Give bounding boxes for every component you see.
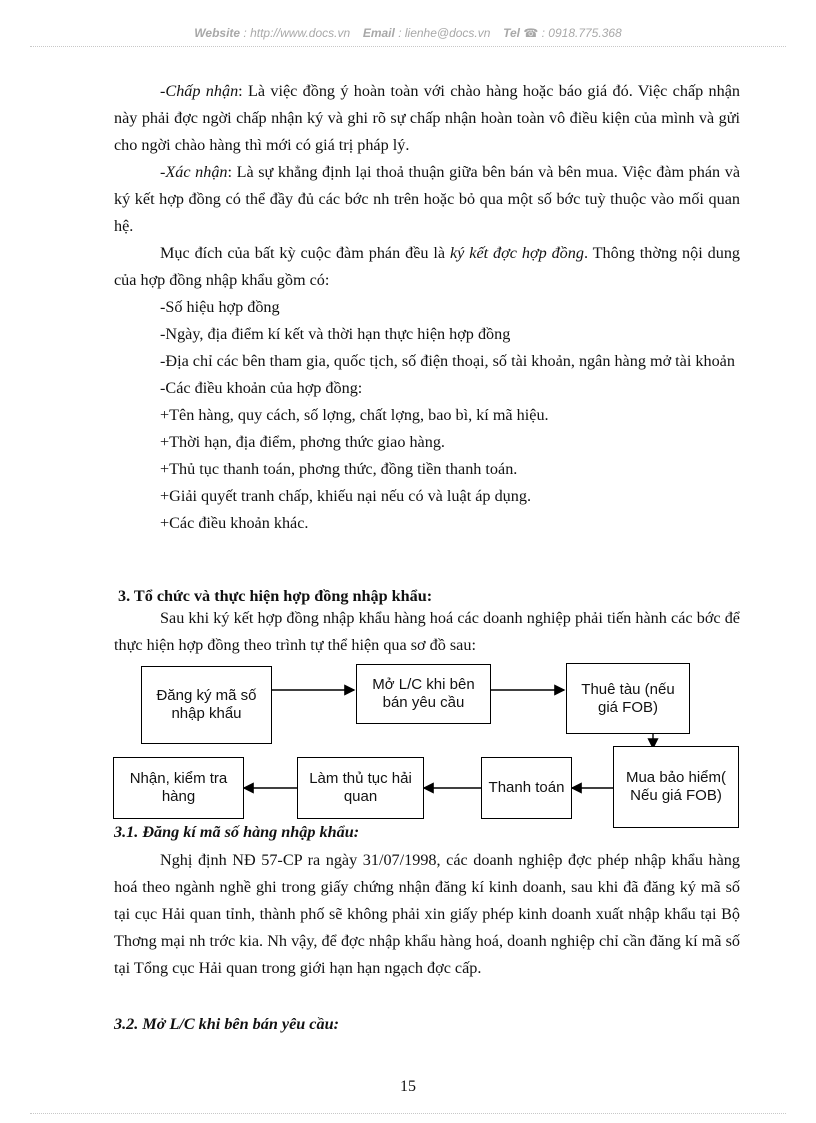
flow-box-receive-goods: Nhận, kiểm tra hàng: [113, 757, 244, 819]
confirmation-text: : Là sự khẳng định lại thoả thuận giữa bên bán và bên mua. Việc đàm phán và ký kết hợp đồng có thể đầy đủ các bớc nh trên hoặc bỏ qua một số bớc tuỳ thuộc vào mối quan hệ.: [114, 163, 741, 235]
purpose-text-b: . Thông thờng nội dung của hợp đồng nhập khẩu gồm có:: [114, 244, 741, 289]
list-item: +Tên hàng, quy cách, số lợng, chất lợng, bao bì, kí mã hiệu.: [160, 406, 549, 424]
list-item: +Thủ tục thanh toán, phơng thức, đồng tiền thanh toán.: [160, 460, 518, 478]
tel-value: ☎ : 0918.775.368: [523, 26, 622, 40]
flow-box-customs: Làm thủ tục hải quan: [297, 757, 424, 819]
flow-box-charter-ship: Thuê tàu (nếu giá FOB): [566, 663, 690, 734]
subsection-3-1-title: 3.1. Đăng kí mã số hàng nhập khẩu:: [114, 823, 360, 841]
website-url: : http://www.docs.vn: [243, 26, 351, 40]
term-confirmation: -Xác nhận: [160, 163, 228, 181]
section-3-intro-text: Sau khi ký kết hợp đồng nhập khẩu hàng hoá các doanh nghiệp phải tiến hành các bớc để thực hiện hợp đồng theo trình tự thể hiện qua sơ đồ sau:: [114, 609, 740, 654]
subsection-3-1-body: [114, 847, 740, 982]
footer-divider: [30, 1113, 786, 1114]
subsection-3-2-title: 3.2. Mở L/C khi bên bán yêu cầu:: [114, 1015, 339, 1033]
flow-box-register-code: Đăng ký mã số nhập khẩu: [141, 666, 272, 744]
list-item-address: -Địa chỉ các bên tham gia, quốc tịch, số điện thoại, số tài khoản, ngân hàng mở tài khoản: [160, 352, 735, 370]
subsection-3-1-text: Nghị định NĐ 57-CP ra ngày 31/07/1998, các doanh nghiệp đợc phép nhập khẩu hàng hoá theo ngành nghề ghi trong giấy chứng nhận đăng kí kinh doanh, sau khi đã đăng ký mã số tại cục Hải quan tỉnh, thành phố sẽ không phải xin giấy phép kinh doanh xuất nhập khẩu tại Bộ Thơng mại nh trớc kia. Nh vậy, để đợc nhập khẩu hàng hoá, doanh nghiệp chỉ cần đăng kí mã số tại Tổng cục Hải quan trong giới hạn hạn ngạch đợc cấp.: [114, 851, 740, 977]
tel-label: Tel: [503, 26, 521, 40]
list-item: -Ngày, địa điểm kí kết và thời hạn thực hiện hợp đồng: [160, 325, 511, 343]
website-label: Website: [194, 26, 241, 40]
section-3-title: 3. Tổ chức và thực hiện hợp đồng nhập khẩu:: [118, 587, 433, 605]
list-item: +Thời hạn, địa điểm, phơng thức giao hàng.: [160, 433, 445, 451]
list-item: +Giải quyết tranh chấp, khiếu nại nếu có và luật áp dụng.: [160, 487, 531, 505]
flow-box-payment: Thanh toán: [481, 757, 572, 819]
purpose-text-a: Mục đích của bất kỳ cuộc đàm phán đều là: [160, 244, 450, 262]
page-number: 15: [400, 1078, 416, 1095]
acceptance-text: : Là việc đồng ý hoàn toàn với chào hàng hoặc báo giá đó. Việc chấp nhận này phải đợc ngời chấp nhận ký và ghi rõ sự chấp nhận hoàn toàn vô điều kiện của mình và gửi cho ngời chào hàng thì mới có giá trị pháp lý.: [114, 82, 741, 154]
email-label: Email: [362, 26, 395, 40]
term-acceptance: -Chấp nhận: [160, 82, 239, 100]
list-item: +Các điều khoản khác.: [160, 514, 309, 532]
flow-box-insurance: Mua bảo hiểm( Nếu giá FOB): [613, 746, 739, 828]
email-value: : lienhe@docs.vn: [398, 26, 491, 40]
purpose-italic: ký kết đợc hợp đồng: [449, 244, 584, 262]
list-item: -Các điều khoản của hợp đồng:: [160, 379, 363, 397]
list-item: -Số hiệu hợp đồng: [160, 298, 280, 316]
flow-box-open-lc: Mở L/C khi bên bán yêu cầu: [356, 664, 491, 724]
